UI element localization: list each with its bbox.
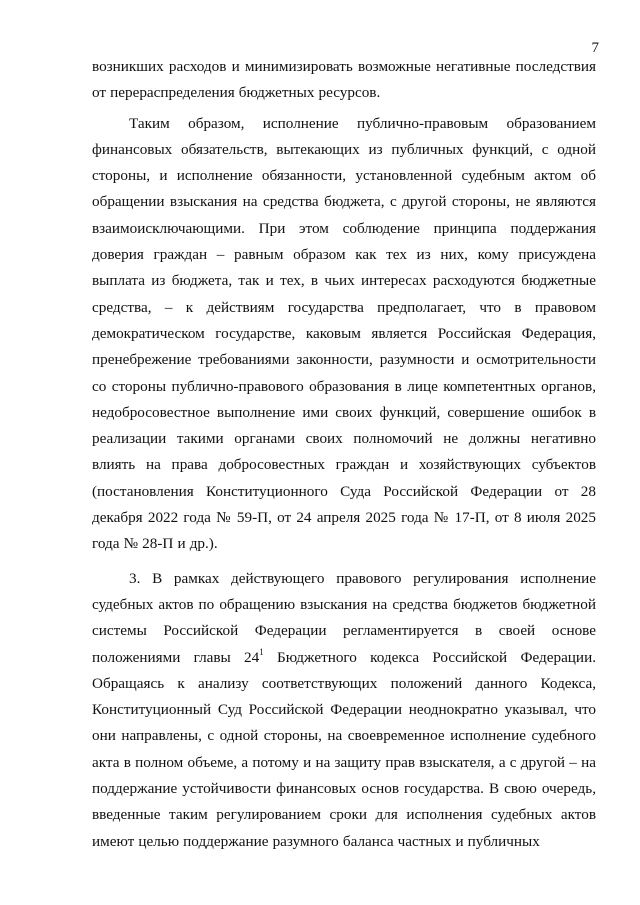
paragraph-section-3 bbox=[92, 566, 596, 855]
paragraph-conclusion: Таким образом, исполнение публично-правовым образованием финансовых обязательств, вытекающих из публичных функций, с одной стороны, и исполнение обязанности, установленной судебным актом об обращении взыскания на средства бюджета, с другой стороны, не являются взаимоисключающими. При этом соблюдение принципа поддержания доверия граждан – равным образом как тех из них, кому присуждена выплата из бюджета, так и тех, в чьих интересах расходуются бюджетные средства, – к действиям государства предполагает, что в правовом демократическом государстве, каковым является Российская Федерация, пренебрежение требованиями законности, разумности и осмотрительности со стороны публично-правового образования в лице компетентных органов, недобросовестное выполнение ими своих функций, совершение ошибок в реализации такими органами своих полномочий не должны негативно влиять на права добросовестных граждан и хозяйствующих субъектов (постановления Конституционного Суда Российской Федерации от 28 декабря 2022 года № 59-П, от 24 апреля 2025 года № 17-П, от 8 июля 2025 года № 28-П и др.). bbox=[92, 114, 596, 553]
document-body bbox=[92, 54, 596, 855]
section-3-text-before: 3. В рамках действующего правового регулирования исполнение судебных актов по обращению взыскания на средства бюджетов бюджетной системы Российской Федерации регламентируется в своей основе положениями главы 24 bbox=[92, 569, 596, 666]
section-3-text-after: Бюджетного кодекса Российской Федерации. Обращаясь к анализу соответствующих положений данного Кодекса, Конституционный Суд Российской Федерации неоднократно указывал, что они направлены, с одной стороны, на своевременное исполнение судебного акта в полном объеме, а потому и на защиту прав взыскателя, а с другой – на поддержание устойчивости финансовых основ государства. В свою очередь, введенные таким регулированием сроки для исполнения судебных актов имеют целью поддержание разумного баланса частных и публичных bbox=[92, 648, 596, 850]
paragraph-continuation: возникших расходов и минимизировать возможные негативные последствия от перераспределения бюджетных ресурсов. bbox=[92, 58, 596, 102]
chapter-superscript: 1 bbox=[259, 646, 264, 657]
page-number: 7 bbox=[591, 40, 599, 56]
